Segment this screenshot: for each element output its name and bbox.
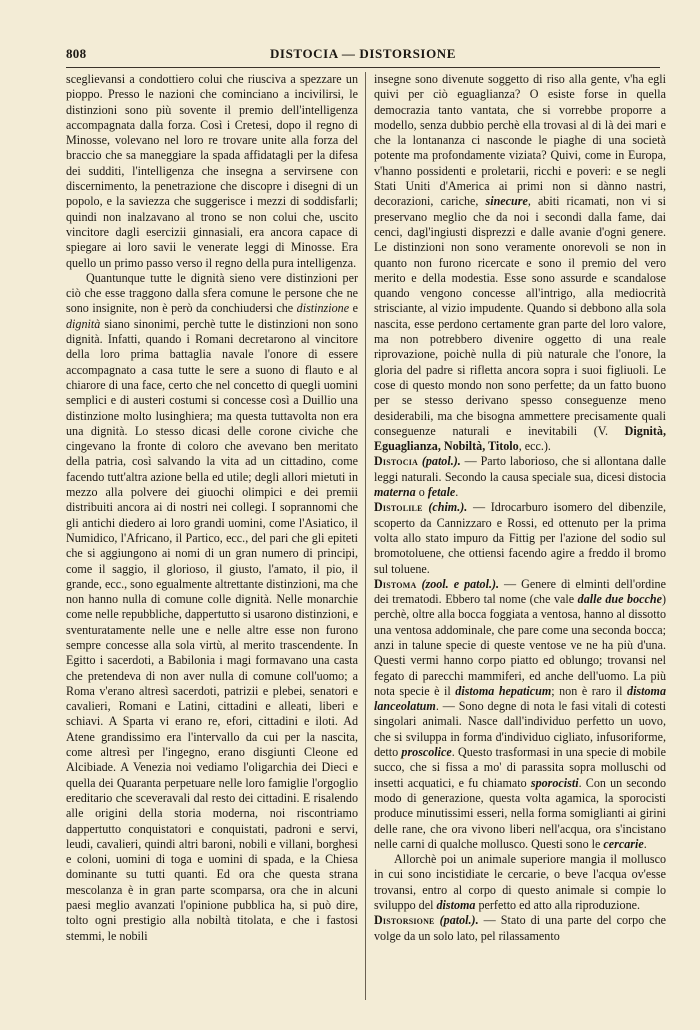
dictionary-entry-distolile [374,500,666,576]
italic-term: materna [374,485,416,500]
text-run: — Stato di una parte del corpo che volge da un solo lato, pel rilassamento [374,913,666,943]
italic-term: distoma hepaticum [455,683,552,698]
text-run: — Genere di elminti dell'ordine dei trematodi. Ebbero tal nome (che vale [374,576,666,607]
italic-term: distinzione [296,301,350,316]
paragraph [66,271,358,944]
entry-headword: Distoma [374,576,417,591]
text-run: . [455,485,459,500]
text-run: . — Sono degne di nota le fasi vitali di cotesti singolari animali. Nasce dall'individuo perfetto un uovo, che si sviluppa in forma d'individuo cigliato, infusoriforme, detto [374,699,666,760]
column-divider [365,72,366,1000]
paragraph [374,72,666,454]
text-run: insegne sono divenute soggetto di riso alla gente, v'ha egli quivi per ciò eguaglianza? O esiste forse in quella democrazia tanto vantata, che si vorrebbe proporre a modello, senza dubbio perchè ella trovasi al di là dei mari e che la lontananza ci nasconde le piaghe di una società potente ma profondamente viziata? Quivi, come in Europa, v'hanno possidenti e proletarii, ricchi e poveri: e se negli Stati Uniti d'America ai primi non si dànno nastri, decorazioni, cariche, [374,72,666,209]
text-run: e [349,301,358,316]
text-run: Quantunque tutte le dignità sieno vere distinzioni per ciò che esse traggono dalla sfera comune le persone che ne sono insignite, non è però da conchiudersi che [66,270,358,316]
text-run: , ecc.). [518,439,551,454]
dictionary-entry-distorsione [374,913,666,944]
text-run: ; non è raro il [551,683,628,698]
italic-term: cercarie [603,836,644,851]
header-rule [66,67,660,68]
paragraph: sceglievansi a condottiero colui che riusciva a spezzare un pioppo. Presso le nazioni che cominciano a incivilirsi, le distinzioni sono più sovente il premio dell'intelligenza accompagnata dalla forza. Così i Cretesi, dopo il regno di Minosse, volevano nel loro re trovare unite alla forza del braccio che sa maneggiare la spada affidatagli per la difesa dei sudditi, l'intelligenza che insegna a servirsene con discernimento, la penetrazione che discopre i disegni di un popolo, e la saviezza che suggerisce i mezzi di soddisfarli; quindi non inalzavano al trono se non colui che, uscito vincitore dagli esercizii ginnasiali, era ancora capace di spiegare ai loro savii le venerate leggi di Minosse. Era quello un primo passo verso il regno della pura intelligenza. [66,72,358,270]
entry-abbreviation: (patol.). [439,913,479,928]
paragraph [374,852,666,913]
text-run: siano sinonimi, perchè tutte le distinzioni non sono dignità. Infatti, quando i Romani decretarono al vincitore della loro prima battaglia navale l'onore di essere accompagnato a casa tutte le sere a suono di flauto e al chiarore di una face, certo che nel concetto di quegli uomini semplici e di austeri costumi si concesse così a Duillio una distinzione molto lusinghiera; ma questa tuttavolta non era una dignità. Lo stesso dicasi delle corone civiche che cingevano la fronte di coloro che avevano ben meritato della patria, così salvando la vita ad un cittadino, come facendo tutt'altra azione bella ed utile; degli allori mietuti in mezzo alla polvere dei giuochi olimpici e dei premii distribuiti ancora ai di nostri nei collegi. I soprannomi che gli antichi diedero ai loro grandi uomini, come l'Asiatico, il Numidico, l'Africano, il Partico, ecc., del pari che gli epiteti che si aggiungono ai nomi di un gran numero di principi, come il saggio, il glorioso, il giusto, l'amato, il pio, il grande, ecc., sono egualmente altrettante distinzioni, ma che non hanno nulla di comune colle dignità. Nelle monarchie come nelle repubbliche, dappertutto si usarono distinzioni, e sventuratamente nelle une e nelle altre esse non furono sempre concesse alla sola virtù, al merito trascendente. In Egitto i sacerdoti, a Babilonia i magi formavano una casta che pretendeva di non aver nulla di comune coll'uomo; a Roma v'erano altresì sacerdoti, patrizii e plebei, senatori e cavalieri, Romani e Latini, cittadini e alleati, liberi e schiavi. A Sparta vi erano re, efori, cittadini e iloti. Ad Atene grandissimo era l'intervallo da cui per la nascita, come altresì per l'ingegno, erano disgiunti Cleone ed Alcibiade. A Venezia noi vediamo l'oligarchia dei Dieci e quella dei Quaranta perpetuare nelle loro famiglie l'orgoglio ereditario che sceveravali dal resto dei cittadini. E risalendo alle origini della storia moderna, noi riscontriamo dappertutto conquistatori e conquistati, padroni e servi, leudi, cavalieri, quindi altri baroni, nobili e villani, borghesi e coloni, uomini di toga e uomini di spada, e la Chiesa dominante su tutti quanti. Ed ora che questa strana mescolanza è in gran parte scomparsa, ora che in alcuni paesi meglio avanzati l'opinione pubblica ha, si può dire, tolto ogni prestigio alla nobiltà titolata, e che i fastosi stemmi, le nobili [66,316,358,943]
text-run: o [415,485,428,500]
entry-headword: Distocia [374,454,418,469]
dictionary-entry-distocia [374,454,666,500]
text-run: perfetto ed atto alla riproduzione. [475,898,641,913]
left-column [66,72,358,1002]
text-run: . Questo trasformasi in una specie di mobile succo, che si fissa a mo' di parassita sopra molluschi od insetti acquatici, e fu chiamato [374,745,666,790]
italic-term: dalle due bocche [577,592,662,607]
italic-term: proscolice [401,745,452,760]
entry-abbreviation: (chim.). [428,500,468,515]
dictionary-entry-distoma [374,577,666,852]
text-run: . [643,836,647,851]
text-run: ) perchè, oltre alla bocca foggiata a ventosa, hanno al dissotto una ventosa addominale, che pare come una seconda bocca; anzi in talune specie di queste ventose ve ne ha più d'una. Questi vermi hanno corpo piatto ed oblungo; trovansi nel fegato di parecchi mammiferi, ed anche dell'uomo. La più nota specie è il [374,592,666,698]
italic-term: dignità [66,316,101,331]
cross-reference: Dignità, Eguaglianza, Nobiltà, Titolo [374,423,666,454]
entry-headword: Distolile [374,500,423,515]
page-header-title: DISTOCIA — DISTORSIONE [269,46,457,61]
italic-term: distoma [436,898,476,913]
right-column [374,72,666,1002]
text-run: Allorchè poi un animale superiore mangia il mollusco in cui sono incistidiate le cercarie, o beve l'acqua ov'esse trovansi, entro al corpo di questo animale si compie lo sviluppo del [374,852,666,913]
text-run: , abiti ricamati, non vi si preservano meglio che da noi i secondi dalla fame, dai cenci, dagl'ingiusti disprezzi e dalle avanie d'ogni genere. Le distinzioni non sono veramente onorevoli se non in quanto non furono ricercate e sono il premio del vero merito e della modestia. Esse sono assurde e scandalose quando vengono concesse all'intrigo, alla mediocrità strisciante, al vizio impudente. Quando si debbono alla sola nascita, esse perdono certamente gran parte del loro valore, ma non potrebbero divenire oggetto di una reale riprovazione, poichè nulla di più naturale che l'onore, la gloria del padre si rifletta ancora sopra i suoi figliuoli. Le cose di questo mondo non sono perfette; da un fatto buono per se stesso derivano spesso conseguenze meno desiderabili, ma che bisogna ammettere precisamente quali conseguenze naturali e inevitabili (V. [374,194,666,438]
text-run: — Idrocarburo isomero del dibenzile, scoperto da Cannizzaro e Rossi, ed ottenuto per la prima volta allo stato impuro da Fittig per l'azione del sodio sul bromotoluene, che ottiensi facendo agire a freddo il bromo sul toluene. [374,500,666,576]
entry-headword: Distorsione [374,913,435,928]
entry-abbreviation: (zool. e patol.). [421,576,500,591]
italic-term: sporocisti [530,775,579,790]
text-run: — Parto laborioso, che si allontana dalle leggi naturali. Secondo la causa speciale sua, dicesi distocia [374,454,666,484]
italic-term: distoma lanceolatum [374,683,666,714]
text-run: . Con un secondo modo di generazione, questa volta agamica, la sporocisti produce minutissimi esseri, nella forma somiglianti ai girini delle rane, che ora vivono liberi nell'acqua, ora s'incistano nelle carni di qualche mollusco. Questi sono le [374,775,666,851]
page-number: 808 [66,46,87,61]
running-head [66,40,660,68]
entry-abbreviation: (patol.). [421,454,461,469]
italic-term: fetale [427,485,456,500]
italic-term: sinecure [485,194,528,209]
